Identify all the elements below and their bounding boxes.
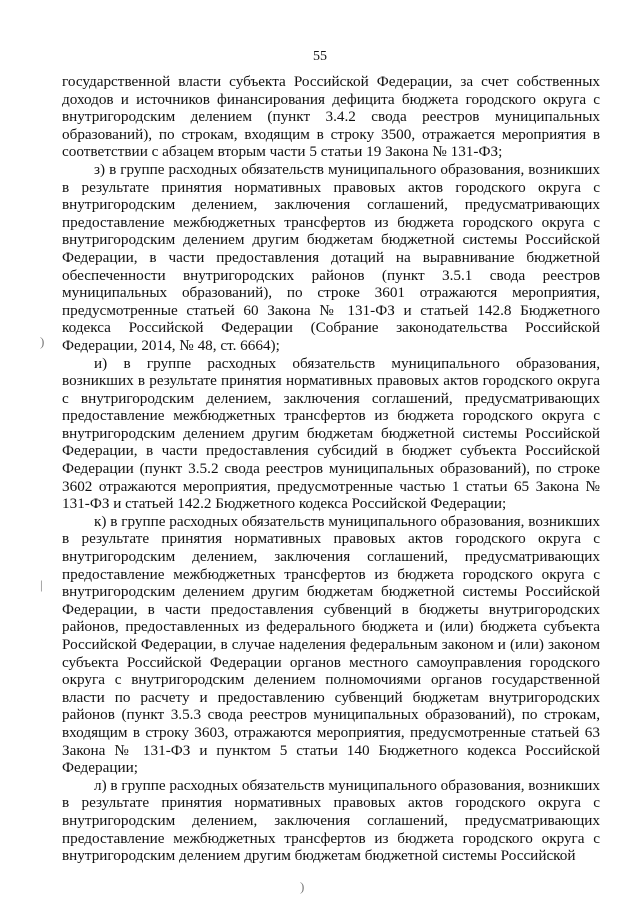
paragraph-item-k: к) в группе расходных обязательств муниципального образования, возникших в результате принятия нормативных правовых актов городского округа с внутригородским делением, заключения соглашений, предусматривающих предоставление межбюджетных трансфертов из бюджета городского округа с внутригородским делением другим бюджетам бюджетной системы Российской Федерации, в части предоставления субвенций в бюджеты внутригородских районов, предоставленных из федерального бюджета и (или) бюджета субъекта Российской Федерации, в случае наделения федеральным законом и (или) законом субъекта Российской Федерации органов местного самоуправления городского округа с внутригородским делением полномочиями органов государственной власти по расчету и предоставлению субвенций бюджетам внутригородских районов (пункт 3.5.3 свода реестров муниципальных образований), по строкам, входящим в строку 3603, отражаются мероприятия, предусмотренные статьей 63 Закона № 131-ФЗ и пунктом 5 статьи 140 Бюджетного кодекса Российской Федерации; — [62, 512, 600, 777]
scan-artifact-mark: ) — [40, 334, 45, 349]
paragraph-item-i: и) в группе расходных обязательств муниципального образования, возникших в результате принятия нормативных правовых актов городского округа с внутригородским делением, заключения соглашений, предусматривающих предоставление межбюджетных трансфертов из бюджета городского округа с внутригородским делением другим бюджетам бюджетной системы Российской Федерации, в части предоставления субсидий в бюджет субъекта Российской Федерации (пункт 3.5.2 свода реестров муниципальных образований), по строке 3602 отражаются мероприятия, предусмотренные частью 1 статьи 65 Закона № 131-ФЗ и статьей 142.2 Бюджетного кодекса Российской Федерации; — [62, 354, 600, 513]
scan-artifact-mark: ) — [300, 879, 305, 894]
paragraph-item-l: л) в группе расходных обязательств муниципального образования, возникших в результате принятия нормативных правовых актов городского округа с внутригородским делением, заключения соглашений, предусматривающих предоставление межбюджетных трансфертов из бюджета городского округа с внутригородским делением другим бюджетам бюджетной системы Российской — [62, 776, 601, 865]
document-body — [62, 73, 600, 865]
page-number: 55 — [313, 49, 327, 64]
paragraph-item-z: з) в группе расходных обязательств муниципального образования, возникших в результате принятия нормативных правовых актов городского округа с внутригородским делением, заключения соглашений, предусматривающих предоставление межбюджетных трансфертов из бюджета городского округа с внутригородским делением другим бюджетам бюджетной системы Российской Федерации, в части предоставления дотаций на выравнивание бюджетной обеспеченности внутригородских районов (пункт 3.5.1 свода реестров муниципальных образований), по строке 3601 отражаются мероприятия, предусмотренные статьей 60 Закона № 131-ФЗ и статьей 142.8 Бюджетного кодекса Российской Федерации (Собрание законодательства Российской Федерации, 2014, № 48, ст. 6664); — [62, 160, 600, 354]
paragraph-continuation: государственной власти субъекта Российской Федерации, за счет собственных доходов и источников финансирования дефицита бюджета городского округа с внутригородским делением (пункт 3.4.2 свода реестров муниципальных образований), по строкам, входящим в строку 3500, отражается мероприятия в соответствии с абзацем вторым части 5 статьи 19 Закона № 131-ФЗ; — [62, 73, 600, 161]
scan-artifact-mark: | — [40, 577, 43, 592]
